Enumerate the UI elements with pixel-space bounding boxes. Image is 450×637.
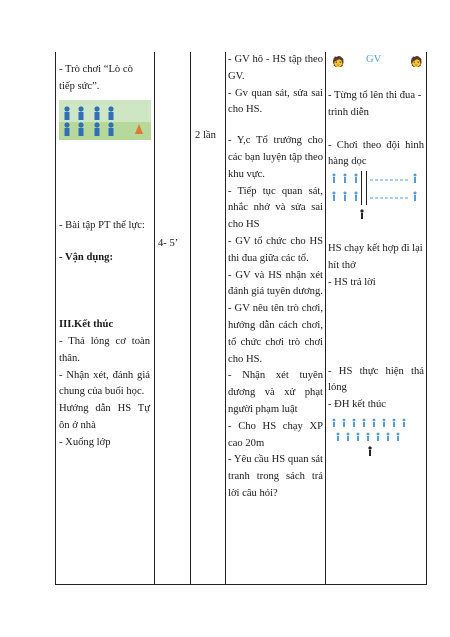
table-border-right bbox=[426, 52, 427, 584]
apply-label: - Vận dụng: bbox=[59, 252, 113, 264]
teacher-activity-column bbox=[228, 52, 323, 503]
game-label: - Trò chơi “Lò cò tiếp sức”. bbox=[59, 64, 133, 92]
teacher-step: - GV hô - HS tập theo GV. bbox=[228, 54, 323, 82]
group-performance-text: - Từng tổ lên thi đua - trình diễn bbox=[328, 90, 422, 118]
exercise-label: - Bài tập PT thể lực: bbox=[59, 219, 145, 231]
game-formation-text: - Chơi theo đội hình hàng dọc bbox=[328, 139, 424, 168]
closing-item: - Xuống lớp bbox=[59, 436, 111, 448]
duration-value: 4- 5’ bbox=[158, 238, 179, 249]
teacher-step: - GV và HS nhận xét đánh giá tuyên dương. bbox=[228, 269, 323, 298]
table-border-bottom bbox=[55, 584, 427, 585]
repeat-cell bbox=[195, 128, 225, 145]
column-divider-3 bbox=[225, 52, 226, 584]
gv-label: GV bbox=[366, 54, 382, 65]
gv-formation bbox=[328, 52, 424, 88]
closing-item: - Thả lỏng cơ toàn thân. bbox=[59, 335, 150, 364]
column-divider-4 bbox=[325, 52, 326, 584]
closing-formation-diagram bbox=[328, 416, 424, 462]
section-title: III.Kết thúc bbox=[59, 319, 114, 331]
relax-text: - HS thực hiện thả lỏng bbox=[328, 365, 424, 394]
game-illustration bbox=[59, 100, 151, 140]
repeat-value: 2 lần bbox=[195, 130, 216, 141]
teacher-step: - Cho HS chạy XP cao 20m bbox=[228, 420, 323, 449]
closing-formation-text: - ĐH kết thúc bbox=[328, 399, 386, 411]
closing-item: Hướng dẫn HS Tự ôn ở nhà bbox=[59, 403, 150, 431]
answer-text: - HS trả lời bbox=[328, 276, 376, 288]
table-border-left bbox=[55, 52, 56, 584]
student-figure-icon: 🧑 bbox=[332, 57, 345, 68]
teacher-step: - Yêu cầu HS quan sát tranh trong sách trả lời câu hỏi? bbox=[228, 454, 323, 499]
column-formation-diagram bbox=[328, 171, 424, 241]
teacher-step: - Tiếp tục quan sát, nhắc nhở và sửa sai cho HS bbox=[228, 185, 323, 231]
teacher-step: - Gv quan sát, sửa sai cho HS. bbox=[228, 87, 323, 116]
column-divider-1 bbox=[154, 52, 155, 584]
student-figure-icon: 🧑 bbox=[410, 57, 423, 68]
student-activity-column bbox=[328, 52, 424, 462]
teacher-step: - Y,c Tổ trưởng cho các bạn luyện tập theo khu vực. bbox=[228, 135, 323, 180]
content-column bbox=[59, 62, 150, 452]
closing-item: - Nhận xét, đánh giá chung của buổi học. bbox=[59, 369, 150, 398]
teacher-step: - GV tổ chức cho HS thi đua giữa các tổ. bbox=[228, 235, 323, 264]
breathing-run-text: HS chạy kết hợp đi lại hít thở bbox=[328, 243, 423, 271]
duration-cell bbox=[158, 236, 190, 253]
column-divider-2 bbox=[190, 52, 191, 584]
teacher-step: - GV nêu tên trò chơi, hướng dẫn cách chơi, tổ chức chơi trò chơi cho HS. bbox=[228, 303, 323, 365]
teacher-step: - Nhận xét tuyên dương và xử phạt người phạm luật bbox=[228, 370, 323, 415]
